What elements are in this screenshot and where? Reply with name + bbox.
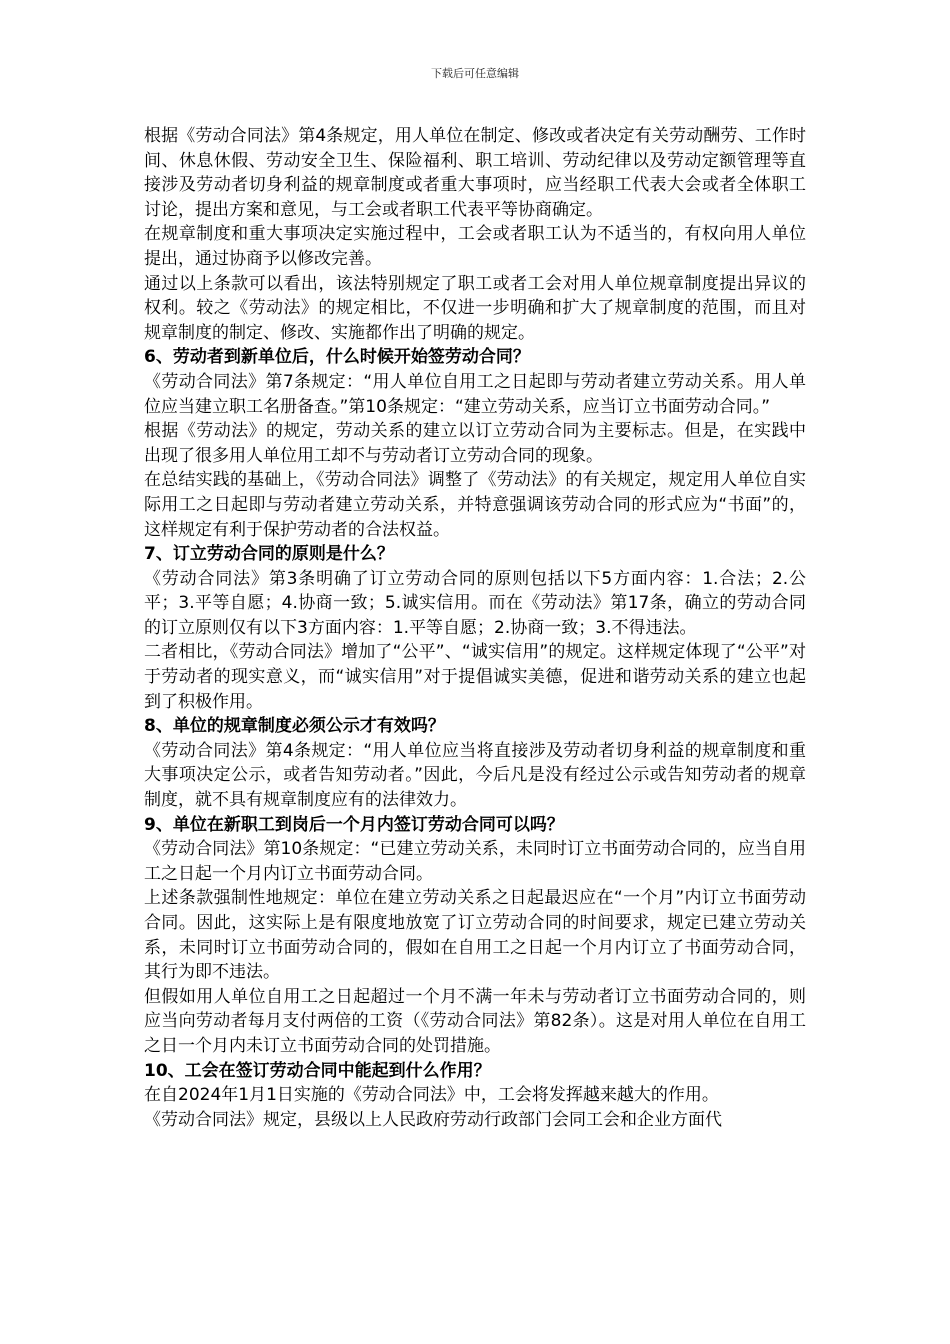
paragraph: 二者相比，《劳动合同法》增加了“公平”、“诚实信用”的规定。这样规定体现了“公平”对于劳动者的现实意义，而“诚实信用”对于提倡诚实美德，促进和谐劳动关系的建立也起到了积极作用。: [144, 642, 806, 712]
paragraph: 《劳动合同法》规定，县级以上人民政府劳动行政部门会同工会和企业方面代: [144, 1109, 722, 1130]
section-heading: 10、工会在签订劳动合同中能起到什么作用？: [144, 1060, 491, 1081]
section-heading: 9、单位在新职工到岗后一个月内签订劳动合同可以吗？: [144, 814, 564, 835]
paragraph: 根据《劳动法》的规定，劳动关系的建立以订立劳动合同为主要标志。但是，在实践中出现了很多用人单位用工却不与劳动者订立劳动合同的现象。: [144, 421, 806, 466]
paragraph: 在自2024年1月1日实施的《劳动合同法》中，工会将发挥越来越大的作用。: [144, 1085, 719, 1106]
paragraph: 通过以上条款可以看出，该法特别规定了职工或者工会对用人单位规章制度提出异议的权利。较之《劳动法》的规定相比，不仅进一步明确和扩大了规章制度的范围，而且对规章制度的制定、修改、实施都作出了明确的规定。: [144, 273, 806, 343]
paragraph: 《劳动合同法》第10条规定：“已建立劳动关系，未同时订立书面劳动合同的，应当自用工之日起一个月内订立书面劳动合同。: [144, 839, 806, 884]
page-header: 下载后可任意编辑: [431, 67, 519, 80]
section-heading: 6、劳动者到新单位后，什么时候开始签劳动合同？: [144, 347, 530, 368]
paragraph: 《劳动合同法》第3条明确了订立劳动合同的原则包括以下5方面内容：1.合法；2.公平；3.平等自愿；4.协商一致；5.诚实信用。而在《劳动法》第17条，确立的劳动合同的订立原则仅有以下3方面内容：1.平等自愿；2.协商一致；3.不得违法。: [144, 568, 806, 638]
paragraph: 但假如用人单位自用工之日起超过一个月不满一年未与劳动者订立书面劳动合同的，则应当向劳动者每月支付两倍的工资（《劳动合同法》第82条）。这是对用人单位在自用工之日一个月内未订立书面劳动合同的处罚措施。: [144, 986, 806, 1056]
paragraph: 根据《劳动合同法》第4条规定，用人单位在制定、修改或者决定有关劳动酬劳、工作时间、休息休假、劳动安全卫生、保险福利、职工培训、劳动纪律以及劳动定额管理等直接涉及劳动者切身利益的规章制度或者重大事项时，应当经职工代表大会或者全体职工讨论，提出方案和意见，与工会或者职工代表平等协商确定。: [144, 126, 806, 220]
paragraph: 上述条款强制性地规定：单位在建立劳动关系之日起最迟应在“一个月”内订立书面劳动合同。因此，这实际上是有限度地放宽了订立劳动合同的时间要求，规定已建立劳动关系，未同时订立书面劳动合同的，假如在自用工之日起一个月内订立了书面劳动合同，其行为即不违法。: [144, 888, 806, 983]
section-heading: 7、订立劳动合同的原则是什么？: [144, 544, 394, 565]
paragraph: 在总结实践的基础上，《劳动合同法》调整了《劳动法》的有关规定，规定用人单位自实际用工之日起即与劳动者建立劳动关系，并特意强调该劳动合同的形式应为“书面”的，这样规定有利于保护劳动者的合法权益。: [144, 470, 806, 540]
paragraph: 《劳动合同法》第4条规定：“用人单位应当将直接涉及劳动者切身利益的规章制度和重大事项决定公示，或者告知劳动者。”因此，今后凡是没有经过公示或告知劳动者的规章制度，就不具有规章制度应有的法律效力。: [144, 740, 806, 811]
section-heading: 8、单位的规章制度必须公示才有效吗？: [144, 716, 445, 737]
document-body: [144, 124, 806, 1132]
paragraph: 在规章制度和重大事项决定实施过程中，工会或者职工认为不适当的，有权向用人单位提出，通过协商予以修改完善。: [144, 224, 806, 269]
paragraph: 《劳动合同法》第7条规定：“用人单位自用工之日起即与劳动者建立劳动关系。用人单位应当建立职工名册备查。”第10条规定：“建立劳动关系，应当订立书面劳动合同。”: [144, 371, 806, 417]
